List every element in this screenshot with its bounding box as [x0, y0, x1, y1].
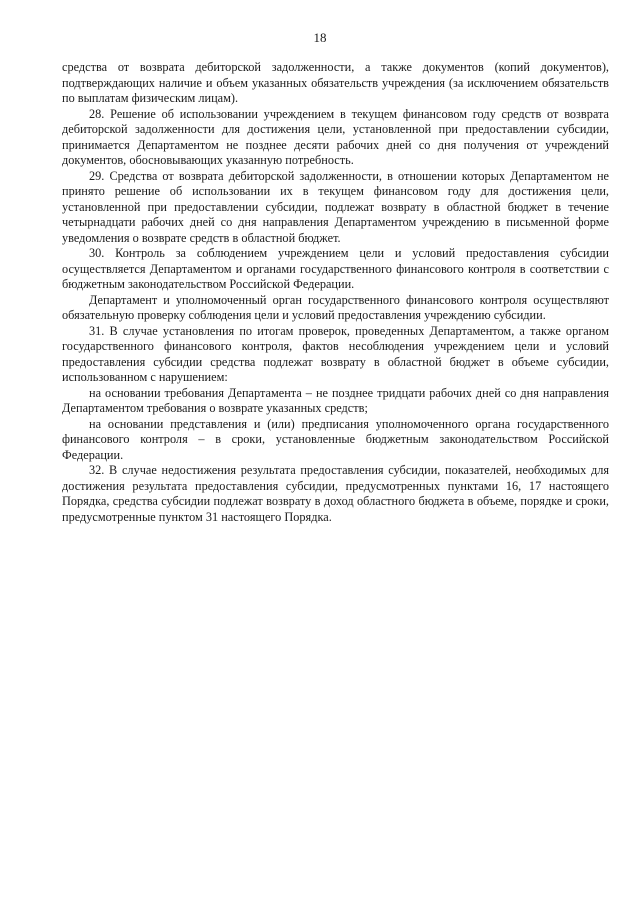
paragraph-31: 31. В случае установления по итогам проверок, проведенных Департаментом, а также органом государственного финансового контроля, фактов несоблюдения учреждением цели и условий предоставления субсидии средства подлежат возврату в областной бюджет в объеме субсидии, использованном с нарушением:: [62, 323, 609, 384]
paragraph-29: 29. Средства от возврата дебиторской задолженности, в отношении которых Департаментом не принято решение об использовании их в текущем финансовом году для достижения цели, установленной при предоставлении субсидии, подлежат возврату в областной бюджет в течение четырнадцати рабочих дней со дня направления Департаментом учреждению в письменной форме уведомления о возврате средств в областной бюджет.: [62, 168, 609, 245]
paragraph-28: 28. Решение об использовании учреждением в текущем финансовом году средств от возврата дебиторской задолженности для достижения цели, установленной при предоставлении субсидии, принимается Департаментом не позднее десяти рабочих дней со дня получения от учреждений документов, обосновывающих указанную потребность.: [62, 106, 609, 167]
paragraph-32: 32. В случае недостижения результата предоставления субсидии, показателей, необходимых для достижения результата предоставления субсидии, предусмотренных пунктами 16, 17 настоящего Порядка, средства субсидии подлежат возврату в доход областного бюджета в объеме, порядке и сроки, предусмотренные пунктом 31 настоящего Порядка.: [62, 463, 609, 524]
paragraph-30-continued: Департамент и уполномоченный орган государственного финансового контроля осуществляют обязательную проверку соблюдения цели и условий предоставления учреждению субсидии.: [62, 292, 609, 322]
document-body: [62, 60, 609, 525]
paragraph-31-item-2: на основании представления и (или) предписания уполномоченного органа государственного финансового контроля – в сроки, установленные бюджетным законодательством Российской Федерации.: [62, 416, 609, 462]
page-number: 18: [313, 30, 327, 45]
paragraph-continuation: средства от возврата дебиторской задолженности, а также документов (копий документов), подтверждающих наличие и объем указанных обязательств учреждения (за исключением обязательств по выплатам физическим лицам).: [62, 60, 609, 105]
paragraph-31-item-1: на основании требования Департамента – не позднее тридцати рабочих дней со дня направления Департаментом требования о возврате указанных средств;: [62, 385, 609, 415]
paragraph-30: 30. Контроль за соблюдением учреждением цели и условий предоставления субсидии осуществляется Департаментом и органами государственного финансового контроля в соответствии с бюджетным законодательством Российской Федерации.: [62, 246, 609, 291]
